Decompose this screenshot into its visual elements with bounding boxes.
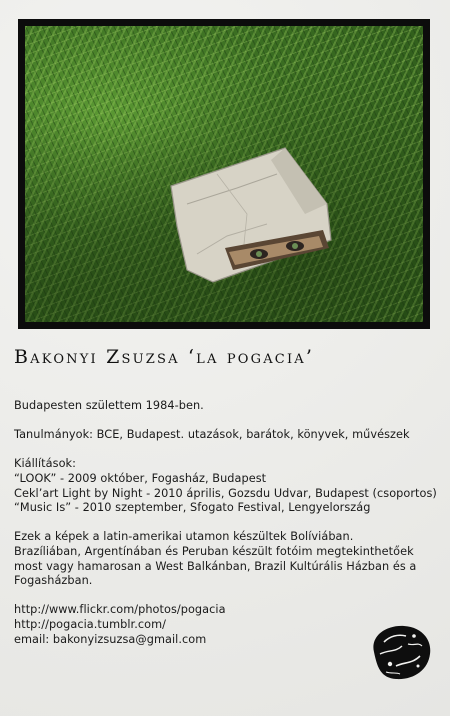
about-line: Fogasházban. [14, 574, 93, 588]
tumblr-link[interactable]: http://pogacia.tumblr.com/ [14, 617, 166, 631]
page-title: Bakonyi Zsuzsa ‘la pogacia’ [14, 346, 315, 368]
born-text: Budapesten születtem 1984-ben. [14, 399, 204, 412]
about-line: most vagy hamarosan a West Balkánban, Brazil Kultúrális Házban és a [14, 559, 417, 573]
flickr-link[interactable]: http://www.flickr.com/photos/pogacia [14, 603, 226, 617]
photo-frame [18, 19, 430, 329]
email-link[interactable]: email: bakonyizsuzsa@gmail.com [14, 632, 207, 646]
exhibition-item: Cekl’art Light by Night - 2010 április, Gozsdu Udvar, Budapest (csoportos) [14, 486, 437, 500]
stone-logo-icon [366, 622, 434, 682]
exhibitions-heading: Kiállítások: [14, 457, 76, 471]
exhibition-item: “LOOK” - 2009 október, Fogasház, Budapest [14, 471, 267, 485]
paper-bag-on-grass-photo [25, 26, 423, 322]
exhibition-item: “Music Is” - 2010 szeptember, Sfogato Festival, Lengyelország [14, 501, 371, 515]
about-line: Brazíliában, Argentínában és Peruban készült fotóim megtekinthetőek [14, 544, 414, 558]
about-line: Ezek a képek a latin-amerikai utamon készültek Bolíviában. [14, 530, 354, 544]
exhibitions-block [14, 457, 446, 515]
studies-text: Tanulmányok: BCE, Budapest. utazások, barátok, könyvek, művészek [14, 428, 410, 442]
about-block [14, 530, 446, 588]
paper-bag-with-eyes [167, 144, 337, 284]
